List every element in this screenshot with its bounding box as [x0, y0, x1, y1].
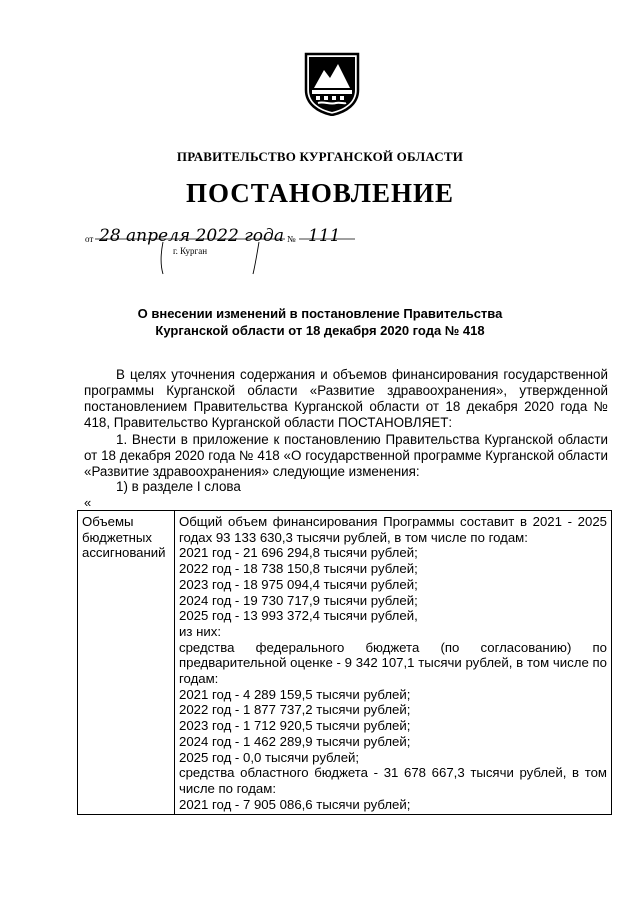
place-label: г. Курган	[173, 246, 208, 256]
title-line-2: Курганской области от 18 декабря 2020 года № 418	[155, 323, 485, 338]
budget-intro: Общий объем финансирования Программы составит в 2021 - 2025 годах 93 133 630,3 тысячи рублей, в том числе по годам:	[179, 514, 607, 545]
handwritten-strokes	[155, 240, 265, 276]
list-item: 2023 год - 18 975 094,4 тысячи рублей;	[179, 576, 418, 592]
decree-date: 28 апреля 2022 года	[99, 226, 284, 246]
regional-intro: средства областного бюджета - 31 678 667,3 тысячи рублей, в том числе по годам:	[179, 765, 607, 796]
list-item: 2025 год - 0,0 тысячи рублей;	[179, 749, 360, 765]
list-item: 2024 год - 1 462 289,9 тысячи рублей;	[179, 733, 411, 749]
date-line	[85, 226, 355, 276]
list-item: 2022 год - 18 738 150,8 тысячи рублей;	[179, 561, 418, 577]
budget-content-cell	[175, 511, 612, 815]
decree-number: 111	[308, 226, 341, 246]
list-item: 2024 год - 19 730 717,9 тысячи рублей;	[179, 592, 418, 608]
paragraph-preamble: В целях уточнения содержания и объемов финансирования государственной программы Курганской области «Развитие здравоохранения», утвержденной постановлением Правительства Курганской области от 18 декабря 2020 года № 418, Правительство Курганской области ПОСТАНОВЛЯЕТ:	[84, 367, 608, 430]
list-item: 2021 год - 4 289 159,5 тысячи рублей;	[179, 686, 411, 702]
federal-intro: средства федерального бюджета (по согласованию) по предварительной оценке - 9 342 107,1 тысячи рублей, в том числе по годам:	[179, 639, 607, 687]
document-type: ПОСТАНОВЛЕНИЕ	[185, 178, 455, 208]
list-item: 2021 год - 7 905 086,6 тысячи рублей;	[179, 796, 411, 812]
list-item: 2025 год - 13 993 372,4 тысячи рублей,	[179, 608, 418, 624]
coat-of-arms-icon	[304, 52, 360, 116]
budget-table	[77, 510, 612, 815]
list-item: 2022 год - 1 877 737,2 тысячи рублей;	[179, 702, 411, 718]
list-item: 2021 год - 21 696 294,8 тысячи рублей;	[179, 545, 418, 561]
paragraph-item-1: 1. Внести в приложение к постановлению Правительства Курганской области от 18 декабря 2020 года № 418 «О государственной программе Курганской области «Развитие здравоохранения» следующие изменения:	[84, 432, 608, 479]
from-label: от	[85, 234, 94, 244]
table-row	[78, 511, 612, 815]
list-item: 2023 год - 1 712 920,5 тысячи рублей;	[179, 718, 411, 734]
decree-title	[0, 305, 640, 339]
number-underline	[299, 236, 355, 242]
title-line-1: О внесении изменений в постановление Правительства	[137, 306, 503, 321]
budget-label-cell: Объемы бюджетных ассигнований	[78, 511, 175, 815]
government-name: ПРАВИТЕЛЬСТВО КУРГАНСКОЙ ОБЛАСТИ	[176, 149, 464, 164]
of-them-label: из них:	[179, 623, 221, 639]
opening-quote: «	[84, 495, 92, 510]
paragraph-subitem-1: 1) в разделе I слова	[116, 479, 241, 494]
number-label: №	[287, 234, 296, 244]
